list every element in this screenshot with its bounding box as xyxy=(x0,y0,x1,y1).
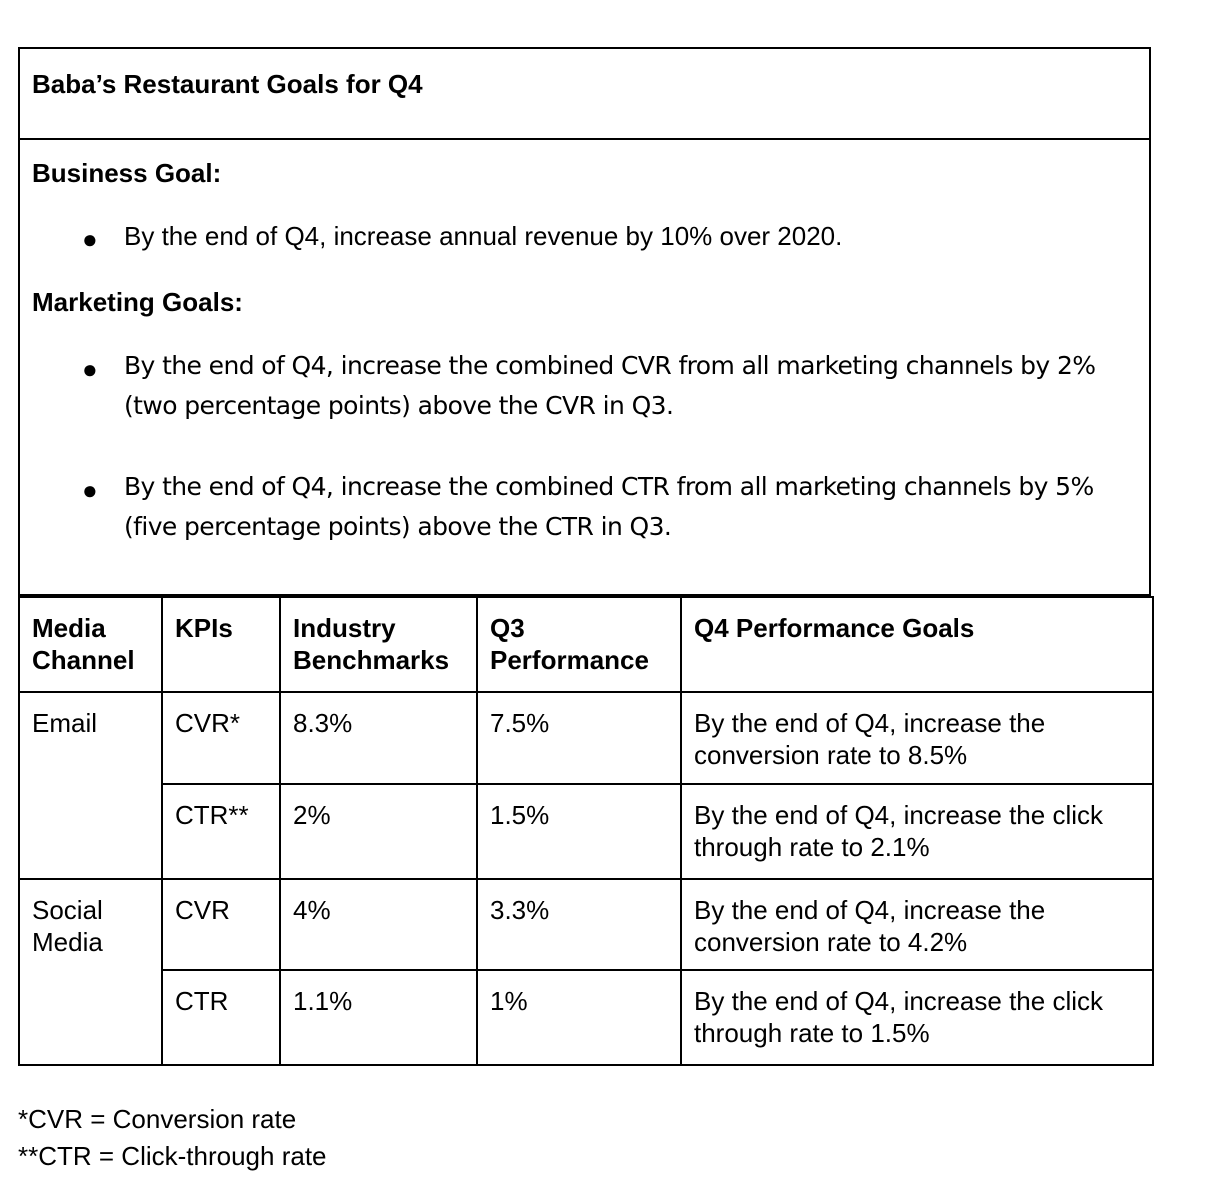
table-row xyxy=(19,970,1153,1065)
goal-cell: By the end of Q4, increase the conversion rate to 8.5% xyxy=(681,692,1153,784)
kpi-cell: CVR* xyxy=(162,692,280,784)
footnote-cvr: *CVR = Conversion rate xyxy=(18,1104,297,1134)
q3-cell: 1.5% xyxy=(477,784,681,879)
marketing-goal-item-1: By the end of Q4, increase the combined CVR from all marketing channels by 2% (two percentage points) above the CVR in Q3. xyxy=(124,351,1096,420)
business-goal-heading: Business Goal: xyxy=(32,158,222,188)
table-row xyxy=(19,692,1153,784)
bullet-marker: ● xyxy=(82,224,98,254)
table-row xyxy=(19,879,1153,970)
footnote-ctr: **CTR = Click-through rate xyxy=(18,1141,327,1171)
table-header-row xyxy=(19,597,1153,692)
bullet-marker: ● xyxy=(82,354,98,384)
kpi-table xyxy=(18,596,1154,1066)
header-media-channel: Media Channel xyxy=(19,597,162,692)
q3-cell: 7.5% xyxy=(477,692,681,784)
goal-cell: By the end of Q4, increase the click through rate to 2.1% xyxy=(681,784,1153,879)
header-industry-benchmarks: Industry Benchmarks xyxy=(280,597,477,692)
kpi-cell: CTR xyxy=(162,970,280,1065)
benchmark-cell: 4% xyxy=(280,879,477,970)
page-title: Baba’s Restaurant Goals for Q4 xyxy=(32,69,423,99)
marketing-goals-heading: Marketing Goals: xyxy=(32,287,243,317)
benchmark-cell: 2% xyxy=(280,784,477,879)
kpi-cell: CVR xyxy=(162,879,280,970)
table-row xyxy=(19,784,1153,879)
q3-cell: 1% xyxy=(477,970,681,1065)
goals-box xyxy=(18,47,1151,596)
marketing-goal-item-2: By the end of Q4, increase the combined CTR from all marketing channels by 5% (five percentage points) above the CTR in Q3. xyxy=(124,472,1094,541)
business-goal-item: By the end of Q4, increase annual revenue by 10% over 2020. xyxy=(124,221,843,251)
goal-cell: By the end of Q4, increase the click through rate to 1.5% xyxy=(681,970,1153,1065)
header-q4-goals: Q4 Performance Goals xyxy=(681,597,1153,692)
goal-cell: By the end of Q4, increase the conversion rate to 4.2% xyxy=(681,879,1153,970)
channel-cell: Social Media xyxy=(19,879,162,1065)
benchmark-cell: 1.1% xyxy=(280,970,477,1065)
channel-cell: Email xyxy=(19,692,162,879)
header-q3-performance: Q3 Performance xyxy=(477,597,681,692)
kpi-cell: CTR** xyxy=(162,784,280,879)
q3-cell: 3.3% xyxy=(477,879,681,970)
header-kpis: KPIs xyxy=(162,597,280,692)
title-row xyxy=(20,49,1149,140)
bullet-marker: ● xyxy=(82,475,98,505)
benchmark-cell: 8.3% xyxy=(280,692,477,784)
